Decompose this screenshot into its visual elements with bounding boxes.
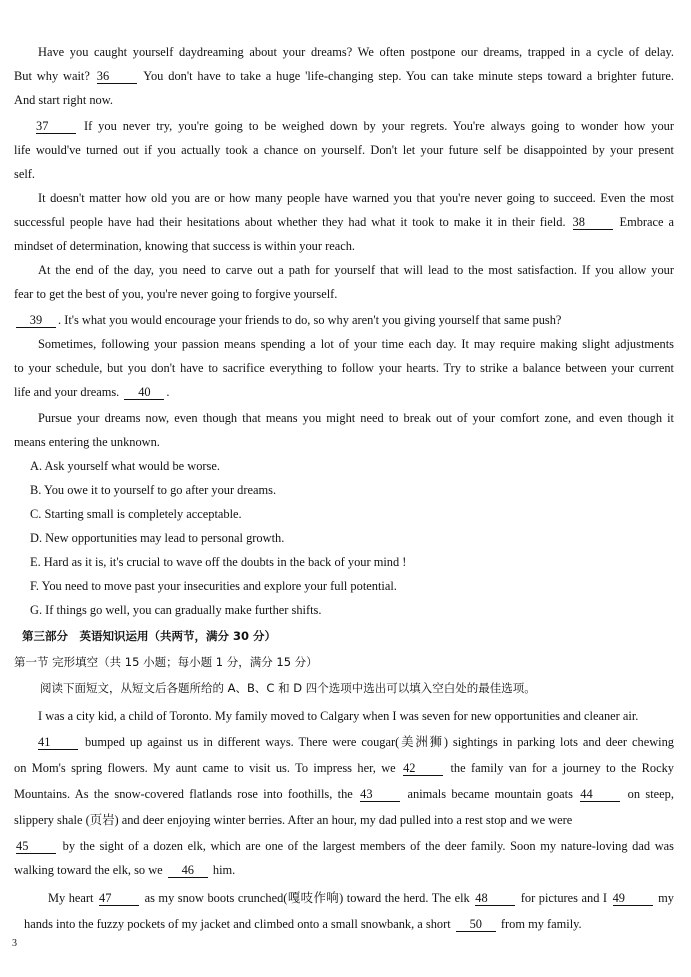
blank-44[interactable]: 44 (580, 788, 620, 802)
text-span: him. (212, 863, 236, 877)
p2-cloze-line9 (24, 916, 684, 932)
text-span: animals became mountain goats (407, 787, 573, 801)
blank-36[interactable]: 36 (97, 70, 137, 84)
blank-39[interactable]: 39 (16, 314, 56, 328)
blank-41[interactable]: 41 (38, 736, 78, 750)
text-span: successful people have had their hesitations about whether they had what it took to make it in their field. (14, 215, 566, 229)
blank-37[interactable]: 37 (36, 120, 76, 134)
text-span: the family van for a journey to the Rocky (450, 761, 674, 775)
p1-line2 (14, 68, 674, 84)
text-span: my (658, 891, 674, 905)
p2-line1 (14, 118, 674, 134)
text-span: by the sight of a dozen elk, which are one of the largest members of the deer family. Soon my nature-loving dad was (62, 839, 675, 853)
blank-38[interactable]: 38 (573, 216, 613, 230)
section1-heading: 第一节 完形填空（共 15 小题；每小题 1 分，满分 15 分） (14, 655, 318, 669)
text-span: life and your dreams. (14, 385, 120, 399)
p2-cloze-line5: slippery shale (页岩) and deer enjoying winter berries. After an hour, my dad pulled into a rest stop and we were (14, 813, 573, 827)
p3-line2 (14, 214, 674, 230)
option-b[interactable]: B. You owe it to yourself to go after your dreams. (30, 483, 277, 497)
blank-46[interactable]: 46 (168, 864, 208, 878)
blank-43[interactable]: 43 (360, 788, 400, 802)
blank-47[interactable]: 47 (99, 892, 139, 906)
p3-line1: It doesn't matter how old you are or how many people have warned you that you're never going to succeed. Even the most (38, 191, 674, 205)
p6-line3 (14, 384, 674, 400)
p4-line1: At the end of the day, you need to carve out a path for yourself that will lead to the most satisfaction. If you allow your (38, 263, 674, 277)
p2-cloze-line8 (14, 890, 674, 906)
text-span: walking toward the elk, so we (14, 863, 163, 877)
text-span: on steep, (627, 787, 674, 801)
p6-line1: Sometimes, following your passion means spending a lot of your time each day. It may require making slight adjustments (38, 337, 674, 351)
option-a[interactable]: A. Ask yourself what would be worse. (30, 459, 220, 473)
p1-line3: And start right now. (14, 93, 113, 107)
text-span: You don't have to take a huge 'life-changing step. You can take minute steps toward a brighter future. (143, 69, 674, 83)
p2-line2: life would've turned out if you actually took a chance on yourself. Don't let your future self be disappointed by your present (14, 143, 674, 157)
p5-line1 (14, 312, 674, 328)
blank-45[interactable]: 45 (16, 840, 56, 854)
option-d[interactable]: D. New opportunities may lead to personal growth. (30, 531, 285, 545)
p2-cloze-line6 (14, 838, 674, 854)
text-span: . It's what you would encourage your friends to do, so why aren't you giving yourself that same push? (58, 313, 562, 327)
page-number: 3 (12, 938, 17, 949)
option-g[interactable]: G. If things go well, you can gradually make further shifts. (30, 603, 322, 617)
p2-cloze-line3 (14, 760, 674, 776)
p2-line3: self. (14, 167, 35, 181)
text-span: from my family. (500, 917, 582, 931)
text-span: hands into the fuzzy pockets of my jacket and climbed onto a small snowbank, a short (24, 917, 451, 931)
blank-42[interactable]: 42 (403, 762, 443, 776)
blank-50[interactable]: 50 (456, 918, 496, 932)
option-c[interactable]: C. Starting small is completely acceptable. (30, 507, 242, 521)
p1-line1: Have you caught yourself daydreaming about your dreams? We often postpone our dreams, trapped in a cycle of delay. (38, 45, 674, 59)
blank-49[interactable]: 49 (613, 892, 653, 906)
p2-cloze-line7 (14, 862, 674, 878)
text-span: on Mom's spring flowers. My aunt came to visit us. To impress her, we (14, 761, 396, 775)
instruction: 阅读下面短文，从短文后各题所给的 A、B、C 和 D 四个选项中选出可以填入空白处的最佳选项。 (40, 681, 536, 695)
part3-heading: 第三部分 英语知识运用（共两节，满分 30 分） (22, 629, 277, 643)
text-span: as my snow boots crunched(嘎吱作响) toward the herd. The elk (144, 891, 470, 905)
p6-line2: to your schedule, but you don't have to sacrifice everything to follow your hearts. Try to strike a balance between your current (14, 361, 674, 375)
p3-line3: mindset of determination, knowing that success is within your reach. (14, 239, 356, 253)
option-f[interactable]: F. You need to move past your insecurities and explore your full potential. (30, 579, 397, 593)
text-span: But why wait? (14, 69, 90, 83)
blank-48[interactable]: 48 (475, 892, 515, 906)
p4-line2: fear to get the best of you, you're never going to forgive yourself. (14, 287, 338, 301)
p2-cloze-line1: I was a city kid, a child of Toronto. My family moved to Calgary when I was seven for new opportunities and cleaner air. (38, 709, 639, 723)
text-span: Mountains. As the snow-covered flatlands rose into foothills, the (14, 787, 353, 801)
text-span: for pictures and I (520, 891, 608, 905)
p2-cloze-line2 (14, 734, 674, 750)
p2-cloze-line4 (14, 786, 674, 802)
p7-line2: means entering the unknown. (14, 435, 160, 449)
text-span: Embrace a (619, 215, 675, 229)
blank-40[interactable]: 40 (124, 386, 164, 400)
text-span: bumped up against us in different ways. There were cougar(美洲狮) sightings in parking lots and deer chewing (84, 735, 674, 749)
text-span: My heart (48, 891, 94, 905)
option-e[interactable]: E. Hard as it is, it's crucial to wave off the doubts in the back of your mind ! (30, 555, 407, 569)
p7-line1: Pursue your dreams now, even though that means you might need to break out of your comfort zone, and even though it (38, 411, 674, 425)
text-span: If you never try, you're going to be weighed down by your regrets. You're always going to wonder how your (83, 119, 674, 133)
text-span: . (166, 385, 170, 399)
